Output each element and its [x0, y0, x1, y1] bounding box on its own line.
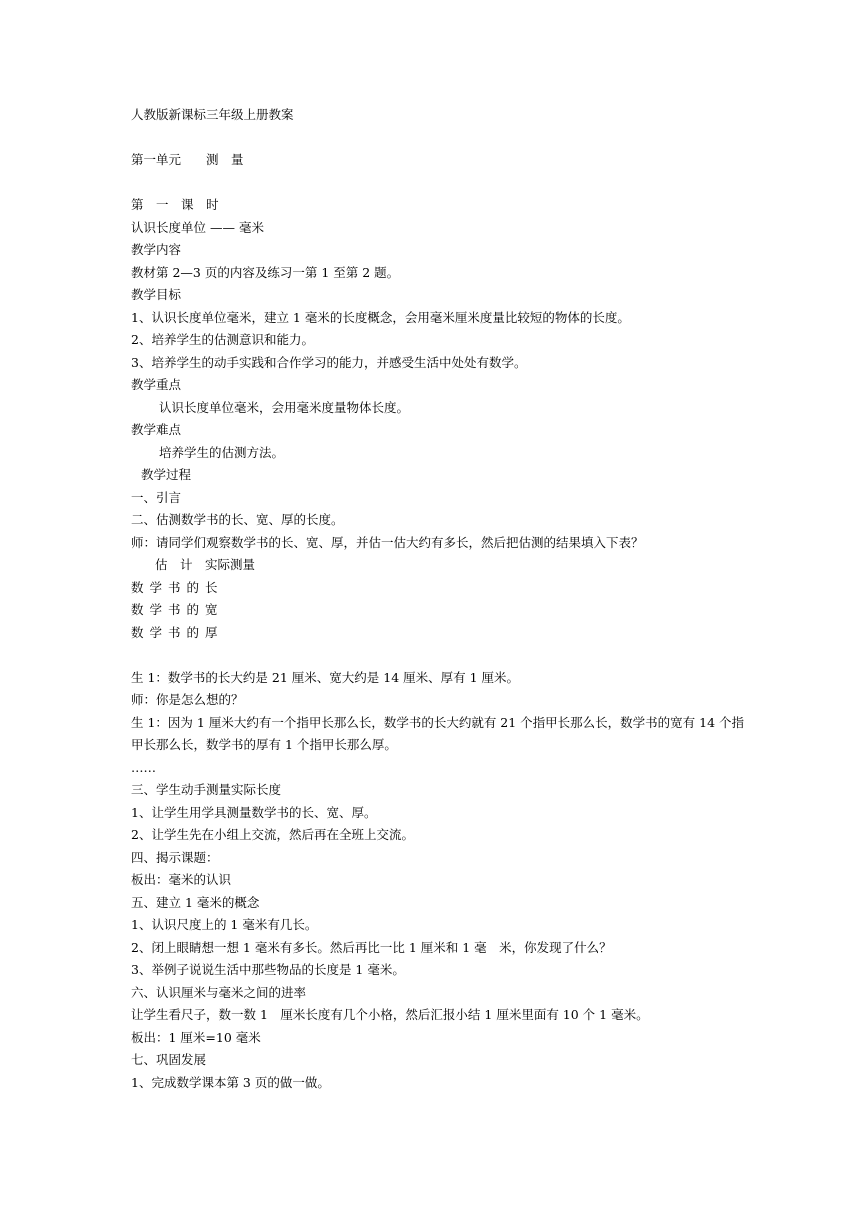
step-heading: 七、巩固发展	[131, 1052, 207, 1067]
unit-heading: 第一单元 测 量	[131, 152, 244, 167]
ellipsis: ……	[131, 759, 156, 775]
step-item: 1、让学生用学具测量数学书的长、宽、厚。	[131, 804, 377, 820]
step-heading: 六、认识厘米与毫米之间的进率	[131, 984, 307, 1000]
step-item: 1、认识尺度上的 1 毫米有几长。	[131, 917, 318, 932]
student-line: 生 1：数学书的长大约是 21 厘米、宽大约是 14 厘米、厚有 1 厘米。	[131, 669, 520, 685]
goal-item: 1、认识长度单位毫米，建立 1 毫米的长度概念，会用毫米厘米度量比较短的物体的长度。	[131, 309, 630, 325]
step-text: 让学生看尺子，数一数 1 厘米长度有几个小格，然后汇报小结 1 厘米里面有 10 个 1 毫米。	[131, 1007, 649, 1022]
goal-item: 3、培养学生的动手实践和合作学习的能力，并感受生活中处处有数学。	[131, 354, 527, 370]
step-item: 2、让学生先在小组上交流，然后再在全班上交流。	[131, 827, 414, 842]
step-heading: 二、估测数学书的长、宽、厚的长度。	[131, 512, 344, 527]
lesson-heading: 第 一 课 时	[131, 197, 219, 212]
key-heading: 教学重点	[131, 377, 182, 392]
step-heading: 四、揭示课题：	[131, 849, 219, 865]
step-item: 1、完成数学课本第 3 页的做一做。	[131, 1074, 330, 1090]
board-text: 板出：毫米的认识	[131, 872, 232, 887]
content-text: 教材第 2—3 页的内容及练习一第 1 至第 2 题。	[131, 264, 400, 280]
difficulty-heading: 教学难点	[131, 422, 182, 437]
student-line: 生 1：因为 1 厘米大约有一个指甲长那么长，数学书的长大约就有 21 个指甲长那么长，数学书的宽有 14 个指甲长那么长，数学书的厚有 1 个指甲长那么厚。	[131, 714, 745, 752]
spacer	[131, 172, 751, 195]
table-row: 数学书的长	[131, 579, 224, 595]
teacher-line: 师：请同学们观察数学书的长、宽、厚，并估一估大约有多长，然后把估测的结果填入下表？	[131, 534, 644, 550]
table-row: 数学书的厚	[131, 624, 224, 640]
content-heading: 教学内容	[131, 242, 182, 257]
goal-item: 2、培养学生的估测意识和能力。	[131, 332, 314, 347]
table-header: 估 计 实际测量	[155, 557, 256, 572]
difficulty-text: 培养学生的估测方法。	[159, 444, 285, 460]
spacer	[131, 127, 751, 150]
step-heading: 三、学生动手测量实际长度	[131, 782, 282, 797]
goals-heading: 教学目标	[131, 287, 182, 302]
topic-heading: 认识长度单位 —— 毫米	[131, 219, 264, 235]
spacer	[131, 644, 751, 667]
step-heading: 一、引言	[131, 489, 182, 505]
table-row: 数学书的宽	[131, 602, 224, 617]
step-item: 3、举例子说说生活中那些物品的长度是 1 毫米。	[131, 962, 405, 977]
step-item: 2、闭上眼睛想一想 1 毫米有多长。然后再比一比 1 厘米和 1 毫 米，你发现了什么？	[131, 939, 612, 955]
process-heading: 教学过程	[141, 467, 192, 482]
teacher-line: 师：你是怎么想的？	[131, 692, 244, 707]
step-heading: 五、建立 1 毫米的概念	[131, 894, 260, 910]
document-title: 人教版新课标三年级上册教案	[131, 107, 294, 122]
document-body	[131, 104, 751, 1094]
key-text: 认识长度单位毫米，会用毫米度量物体长度。	[159, 399, 410, 415]
board-text: 板出：1 厘米=10 毫米	[131, 1029, 261, 1045]
